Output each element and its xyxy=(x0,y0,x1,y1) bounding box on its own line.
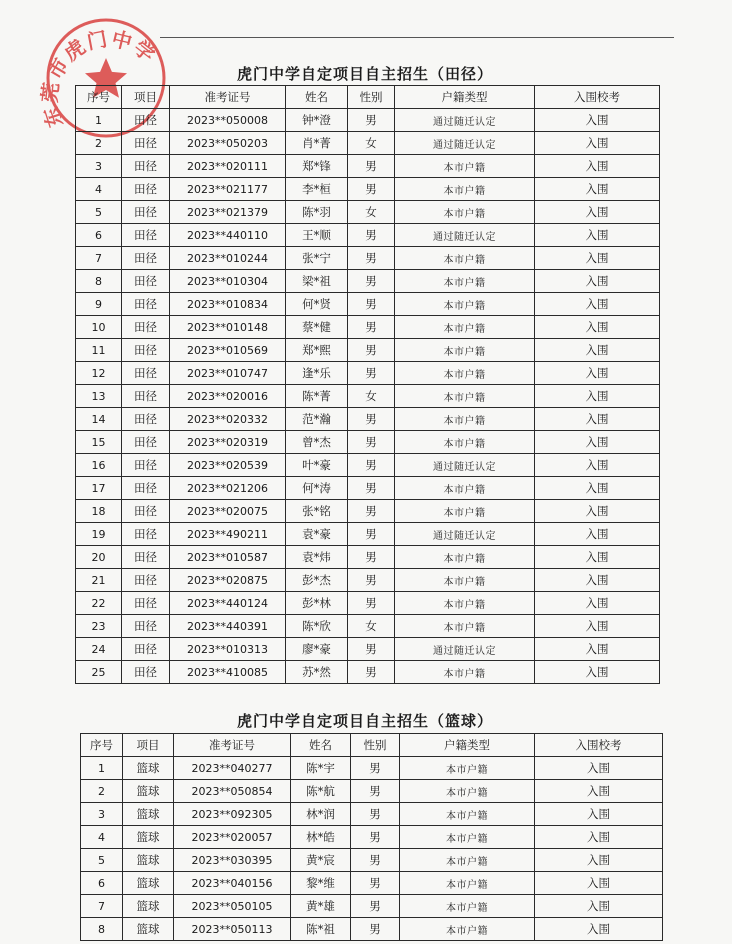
seq-cell: 12 xyxy=(76,362,122,385)
name-cell: 叶*豪 xyxy=(286,454,348,477)
status-cell: 入围 xyxy=(535,408,660,431)
exam-id-cell: 2023**010834 xyxy=(170,293,286,316)
table-row xyxy=(76,546,660,569)
gender-cell: 男 xyxy=(348,638,395,661)
seq-cell: 4 xyxy=(81,826,123,849)
column-header: 入围校考 xyxy=(535,86,660,109)
name-cell: 范*瀚 xyxy=(286,408,348,431)
exam-id-cell: 2023**440110 xyxy=(170,224,286,247)
name-cell: 张*宁 xyxy=(286,247,348,270)
seq-cell: 7 xyxy=(76,247,122,270)
table-row xyxy=(76,523,660,546)
name-cell: 郑*锋 xyxy=(286,155,348,178)
hukou-cell: 通过随迁认定 xyxy=(395,224,535,247)
exam-id-cell: 2023**010569 xyxy=(170,339,286,362)
gender-cell: 女 xyxy=(348,615,395,638)
column-header: 性别 xyxy=(351,734,400,757)
table-row xyxy=(76,293,660,316)
table-row xyxy=(76,385,660,408)
hukou-cell: 本市户籍 xyxy=(395,247,535,270)
name-cell: 蔡*健 xyxy=(286,316,348,339)
exam-id-cell: 2023**010148 xyxy=(170,316,286,339)
sport-cell: 篮球 xyxy=(123,918,174,941)
status-cell: 入围 xyxy=(535,638,660,661)
table-header xyxy=(81,734,663,757)
hukou-cell: 本市户籍 xyxy=(395,385,535,408)
table-row xyxy=(76,178,660,201)
name-cell: 张*铭 xyxy=(286,500,348,523)
column-header: 序号 xyxy=(81,734,123,757)
sport-cell: 田径 xyxy=(122,109,170,132)
gender-cell: 男 xyxy=(348,178,395,201)
sport-cell: 田径 xyxy=(122,408,170,431)
status-cell: 入围 xyxy=(535,293,660,316)
column-header: 入围校考 xyxy=(535,734,663,757)
hukou-cell: 通过随迁认定 xyxy=(395,454,535,477)
exam-id-cell: 2023**410085 xyxy=(170,661,286,684)
seq-cell: 18 xyxy=(76,500,122,523)
table-title-track: 虎门中学自定项目自主招生（田径） xyxy=(236,65,493,83)
table-row xyxy=(76,431,660,454)
name-cell: 林*皓 xyxy=(291,826,351,849)
seq-cell: 5 xyxy=(81,849,123,872)
status-cell: 入围 xyxy=(535,661,660,684)
status-cell: 入围 xyxy=(535,155,660,178)
name-cell: 廖*豪 xyxy=(286,638,348,661)
sport-cell: 篮球 xyxy=(123,826,174,849)
seq-cell: 20 xyxy=(76,546,122,569)
hukou-cell: 本市户籍 xyxy=(395,270,535,293)
track-roster-table xyxy=(75,85,660,684)
exam-id-cell: 2023**030395 xyxy=(174,849,291,872)
hukou-cell: 本市户籍 xyxy=(395,178,535,201)
hukou-cell: 本市户籍 xyxy=(400,803,535,826)
hukou-cell: 本市户籍 xyxy=(395,546,535,569)
exam-id-cell: 2023**021206 xyxy=(170,477,286,500)
status-cell: 入围 xyxy=(535,803,663,826)
name-cell: 钟*澄 xyxy=(286,109,348,132)
exam-id-cell: 2023**040277 xyxy=(174,757,291,780)
seq-cell: 17 xyxy=(76,477,122,500)
hukou-cell: 本市户籍 xyxy=(395,431,535,454)
hukou-cell: 本市户籍 xyxy=(395,661,535,684)
table-header xyxy=(76,86,660,109)
column-header: 项目 xyxy=(122,86,170,109)
column-header: 项目 xyxy=(123,734,174,757)
sport-cell: 田径 xyxy=(122,339,170,362)
seq-cell: 4 xyxy=(76,178,122,201)
sport-cell: 篮球 xyxy=(123,803,174,826)
sport-cell: 田径 xyxy=(122,523,170,546)
sport-cell: 田径 xyxy=(122,362,170,385)
gender-cell: 男 xyxy=(348,316,395,339)
status-cell: 入围 xyxy=(535,500,660,523)
table-row xyxy=(81,826,663,849)
seq-cell: 24 xyxy=(76,638,122,661)
gender-cell: 男 xyxy=(348,477,395,500)
sport-cell: 田径 xyxy=(122,661,170,684)
status-cell: 入围 xyxy=(535,569,660,592)
table-row xyxy=(81,849,663,872)
name-cell: 梁*祖 xyxy=(286,270,348,293)
sport-cell: 田径 xyxy=(122,270,170,293)
sport-cell: 田径 xyxy=(122,224,170,247)
name-cell: 李*桓 xyxy=(286,178,348,201)
status-cell: 入围 xyxy=(535,270,660,293)
name-cell: 黎*维 xyxy=(291,872,351,895)
table-row xyxy=(76,362,660,385)
sport-cell: 田径 xyxy=(122,477,170,500)
column-header: 姓名 xyxy=(291,734,351,757)
hukou-cell: 本市户籍 xyxy=(395,201,535,224)
header-row xyxy=(81,734,663,757)
exam-id-cell: 2023**050203 xyxy=(170,132,286,155)
hukou-cell: 本市户籍 xyxy=(400,872,535,895)
column-header: 户籍类型 xyxy=(400,734,535,757)
seq-cell: 16 xyxy=(76,454,122,477)
table-row xyxy=(81,918,663,941)
hukou-cell: 本市户籍 xyxy=(395,362,535,385)
table-row xyxy=(76,477,660,500)
sport-cell: 田径 xyxy=(122,247,170,270)
gender-cell: 女 xyxy=(348,201,395,224)
hukou-cell: 本市户籍 xyxy=(400,826,535,849)
exam-id-cell: 2023**490211 xyxy=(170,523,286,546)
table-row xyxy=(81,757,663,780)
name-cell: 曾*杰 xyxy=(286,431,348,454)
exam-id-cell: 2023**010244 xyxy=(170,247,286,270)
seq-cell: 3 xyxy=(76,155,122,178)
column-header: 姓名 xyxy=(286,86,348,109)
hukou-cell: 本市户籍 xyxy=(400,849,535,872)
exam-id-cell: 2023**040156 xyxy=(174,872,291,895)
status-cell: 入围 xyxy=(535,339,660,362)
gender-cell: 男 xyxy=(348,592,395,615)
status-cell: 入围 xyxy=(535,826,663,849)
status-cell: 入围 xyxy=(535,780,663,803)
status-cell: 入围 xyxy=(535,362,660,385)
seq-cell: 25 xyxy=(76,661,122,684)
sport-cell: 篮球 xyxy=(123,895,174,918)
table-body xyxy=(81,757,663,941)
seq-cell: 2 xyxy=(76,132,122,155)
status-cell: 入围 xyxy=(535,454,660,477)
status-cell: 入围 xyxy=(535,615,660,638)
seq-cell: 22 xyxy=(76,592,122,615)
sport-cell: 田径 xyxy=(122,615,170,638)
hukou-cell: 通过随迁认定 xyxy=(395,132,535,155)
seq-cell: 1 xyxy=(81,757,123,780)
exam-id-cell: 2023**050008 xyxy=(170,109,286,132)
header-rule xyxy=(160,37,674,38)
table-row xyxy=(76,569,660,592)
exam-id-cell: 2023**440124 xyxy=(170,592,286,615)
hukou-cell: 本市户籍 xyxy=(400,757,535,780)
gender-cell: 男 xyxy=(348,270,395,293)
header-row xyxy=(76,86,660,109)
exam-id-cell: 2023**050105 xyxy=(174,895,291,918)
seq-cell: 8 xyxy=(76,270,122,293)
status-cell: 入围 xyxy=(535,178,660,201)
table-row xyxy=(81,803,663,826)
sport-cell: 田径 xyxy=(122,546,170,569)
hukou-cell: 本市户籍 xyxy=(395,500,535,523)
gender-cell: 男 xyxy=(348,293,395,316)
exam-id-cell: 2023**020016 xyxy=(170,385,286,408)
name-cell: 黄*雄 xyxy=(291,895,351,918)
basketball-roster-table xyxy=(80,733,663,941)
hukou-cell: 本市户籍 xyxy=(395,293,535,316)
exam-id-cell: 2023**020539 xyxy=(170,454,286,477)
hukou-cell: 本市户籍 xyxy=(395,339,535,362)
seq-cell: 6 xyxy=(81,872,123,895)
hukou-cell: 本市户籍 xyxy=(395,316,535,339)
exam-id-cell: 2023**010747 xyxy=(170,362,286,385)
sport-cell: 田径 xyxy=(122,201,170,224)
table-row xyxy=(76,155,660,178)
sport-cell: 田径 xyxy=(122,385,170,408)
exam-id-cell: 2023**092305 xyxy=(174,803,291,826)
exam-id-cell: 2023**050854 xyxy=(174,780,291,803)
table-row xyxy=(76,109,660,132)
table-row xyxy=(76,339,660,362)
column-header: 准考证号 xyxy=(170,86,286,109)
status-cell: 入围 xyxy=(535,316,660,339)
status-cell: 入围 xyxy=(535,757,663,780)
gender-cell: 女 xyxy=(348,132,395,155)
table-row xyxy=(76,661,660,684)
seq-cell: 8 xyxy=(81,918,123,941)
gender-cell: 男 xyxy=(348,247,395,270)
name-cell: 陈*祖 xyxy=(291,918,351,941)
name-cell: 何*涛 xyxy=(286,477,348,500)
name-cell: 苏*然 xyxy=(286,661,348,684)
table-row xyxy=(76,592,660,615)
gender-cell: 男 xyxy=(348,523,395,546)
gender-cell: 男 xyxy=(348,454,395,477)
name-cell: 陈*航 xyxy=(291,780,351,803)
table-row xyxy=(76,615,660,638)
exam-id-cell: 2023**020075 xyxy=(170,500,286,523)
exam-id-cell: 2023**010304 xyxy=(170,270,286,293)
exam-id-cell: 2023**010587 xyxy=(170,546,286,569)
hukou-cell: 本市户籍 xyxy=(395,155,535,178)
hukou-cell: 本市户籍 xyxy=(400,918,535,941)
status-cell: 入围 xyxy=(535,918,663,941)
column-header: 户籍类型 xyxy=(395,86,535,109)
column-header: 序号 xyxy=(76,86,122,109)
sport-cell: 田径 xyxy=(122,454,170,477)
seq-cell: 23 xyxy=(76,615,122,638)
exam-id-cell: 2023**440391 xyxy=(170,615,286,638)
hukou-cell: 本市户籍 xyxy=(395,615,535,638)
table-body xyxy=(76,109,660,684)
gender-cell: 男 xyxy=(351,849,400,872)
sport-cell: 田径 xyxy=(122,316,170,339)
name-cell: 林*润 xyxy=(291,803,351,826)
gender-cell: 男 xyxy=(351,826,400,849)
gender-cell: 男 xyxy=(348,431,395,454)
status-cell: 入围 xyxy=(535,849,663,872)
table-row xyxy=(81,872,663,895)
seq-cell: 1 xyxy=(76,109,122,132)
hukou-cell: 本市户籍 xyxy=(395,408,535,431)
table-row xyxy=(76,201,660,224)
table-row xyxy=(76,270,660,293)
exam-id-cell: 2023**020319 xyxy=(170,431,286,454)
status-cell: 入围 xyxy=(535,224,660,247)
seq-cell: 19 xyxy=(76,523,122,546)
sport-cell: 田径 xyxy=(122,293,170,316)
hukou-cell: 本市户籍 xyxy=(395,569,535,592)
seq-cell: 5 xyxy=(76,201,122,224)
sport-cell: 田径 xyxy=(122,592,170,615)
exam-id-cell: 2023**020057 xyxy=(174,826,291,849)
hukou-cell: 本市户籍 xyxy=(400,780,535,803)
name-cell: 彭*林 xyxy=(286,592,348,615)
seq-cell: 6 xyxy=(76,224,122,247)
name-cell: 陈*羽 xyxy=(286,201,348,224)
gender-cell: 男 xyxy=(351,803,400,826)
table-row xyxy=(76,224,660,247)
name-cell: 袁*炜 xyxy=(286,546,348,569)
column-header: 性别 xyxy=(348,86,395,109)
exam-id-cell: 2023**020111 xyxy=(170,155,286,178)
sport-cell: 田径 xyxy=(122,500,170,523)
table-row xyxy=(76,408,660,431)
seq-cell: 11 xyxy=(76,339,122,362)
status-cell: 入围 xyxy=(535,546,660,569)
hukou-cell: 通过随迁认定 xyxy=(395,638,535,661)
gender-cell: 男 xyxy=(348,155,395,178)
name-cell: 黄*宸 xyxy=(291,849,351,872)
sport-cell: 田径 xyxy=(122,638,170,661)
table-row xyxy=(76,454,660,477)
status-cell: 入围 xyxy=(535,385,660,408)
table-row xyxy=(76,247,660,270)
seq-cell: 2 xyxy=(81,780,123,803)
status-cell: 入围 xyxy=(535,201,660,224)
gender-cell: 男 xyxy=(348,362,395,385)
gender-cell: 男 xyxy=(351,872,400,895)
sport-cell: 田径 xyxy=(122,132,170,155)
hukou-cell: 通过随迁认定 xyxy=(395,523,535,546)
seq-cell: 14 xyxy=(76,408,122,431)
status-cell: 入围 xyxy=(535,431,660,454)
gender-cell: 男 xyxy=(348,224,395,247)
table-title-basketball: 虎门中学自定项目自主招生（篮球） xyxy=(236,712,493,730)
hukou-cell: 本市户籍 xyxy=(400,895,535,918)
gender-cell: 男 xyxy=(351,757,400,780)
status-cell: 入围 xyxy=(535,592,660,615)
exam-id-cell: 2023**050113 xyxy=(174,918,291,941)
name-cell: 陈*欣 xyxy=(286,615,348,638)
status-cell: 入围 xyxy=(535,477,660,500)
name-cell: 王*顺 xyxy=(286,224,348,247)
gender-cell: 男 xyxy=(348,569,395,592)
gender-cell: 男 xyxy=(348,661,395,684)
name-cell: 郑*熙 xyxy=(286,339,348,362)
sport-cell: 田径 xyxy=(122,569,170,592)
table-row xyxy=(76,316,660,339)
gender-cell: 男 xyxy=(348,546,395,569)
sport-cell: 篮球 xyxy=(123,872,174,895)
sport-cell: 篮球 xyxy=(123,780,174,803)
gender-cell: 男 xyxy=(348,500,395,523)
name-cell: 陈*宇 xyxy=(291,757,351,780)
name-cell: 逢*乐 xyxy=(286,362,348,385)
name-cell: 陈*菁 xyxy=(286,385,348,408)
sport-cell: 篮球 xyxy=(123,849,174,872)
exam-id-cell: 2023**021379 xyxy=(170,201,286,224)
status-cell: 入围 xyxy=(535,247,660,270)
sport-cell: 田径 xyxy=(122,155,170,178)
table-row xyxy=(76,500,660,523)
seq-cell: 10 xyxy=(76,316,122,339)
seq-cell: 21 xyxy=(76,569,122,592)
hukou-cell: 本市户籍 xyxy=(395,592,535,615)
seq-cell: 15 xyxy=(76,431,122,454)
seq-cell: 7 xyxy=(81,895,123,918)
column-header: 准考证号 xyxy=(174,734,291,757)
gender-cell: 男 xyxy=(348,109,395,132)
hukou-cell: 本市户籍 xyxy=(395,477,535,500)
gender-cell: 男 xyxy=(348,339,395,362)
sport-cell: 篮球 xyxy=(123,757,174,780)
table-row xyxy=(81,780,663,803)
name-cell: 袁*豪 xyxy=(286,523,348,546)
name-cell: 彭*杰 xyxy=(286,569,348,592)
sport-cell: 田径 xyxy=(122,178,170,201)
gender-cell: 男 xyxy=(351,895,400,918)
exam-id-cell: 2023**010313 xyxy=(170,638,286,661)
seq-cell: 3 xyxy=(81,803,123,826)
status-cell: 入围 xyxy=(535,132,660,155)
status-cell: 入围 xyxy=(535,872,663,895)
gender-cell: 女 xyxy=(348,385,395,408)
exam-id-cell: 2023**020332 xyxy=(170,408,286,431)
exam-id-cell: 2023**021177 xyxy=(170,178,286,201)
status-cell: 入围 xyxy=(535,895,663,918)
hukou-cell: 通过随迁认定 xyxy=(395,109,535,132)
seq-cell: 13 xyxy=(76,385,122,408)
status-cell: 入围 xyxy=(535,109,660,132)
table-row xyxy=(76,132,660,155)
gender-cell: 男 xyxy=(351,780,400,803)
svg-text:东莞市虎门中学: 东莞市虎门中学 xyxy=(37,26,162,131)
name-cell: 何*贤 xyxy=(286,293,348,316)
status-cell: 入围 xyxy=(535,523,660,546)
gender-cell: 男 xyxy=(348,408,395,431)
table-row xyxy=(76,638,660,661)
exam-id-cell: 2023**020875 xyxy=(170,569,286,592)
gender-cell: 男 xyxy=(351,918,400,941)
table-row xyxy=(81,895,663,918)
name-cell: 肖*菁 xyxy=(286,132,348,155)
seq-cell: 9 xyxy=(76,293,122,316)
sport-cell: 田径 xyxy=(122,431,170,454)
